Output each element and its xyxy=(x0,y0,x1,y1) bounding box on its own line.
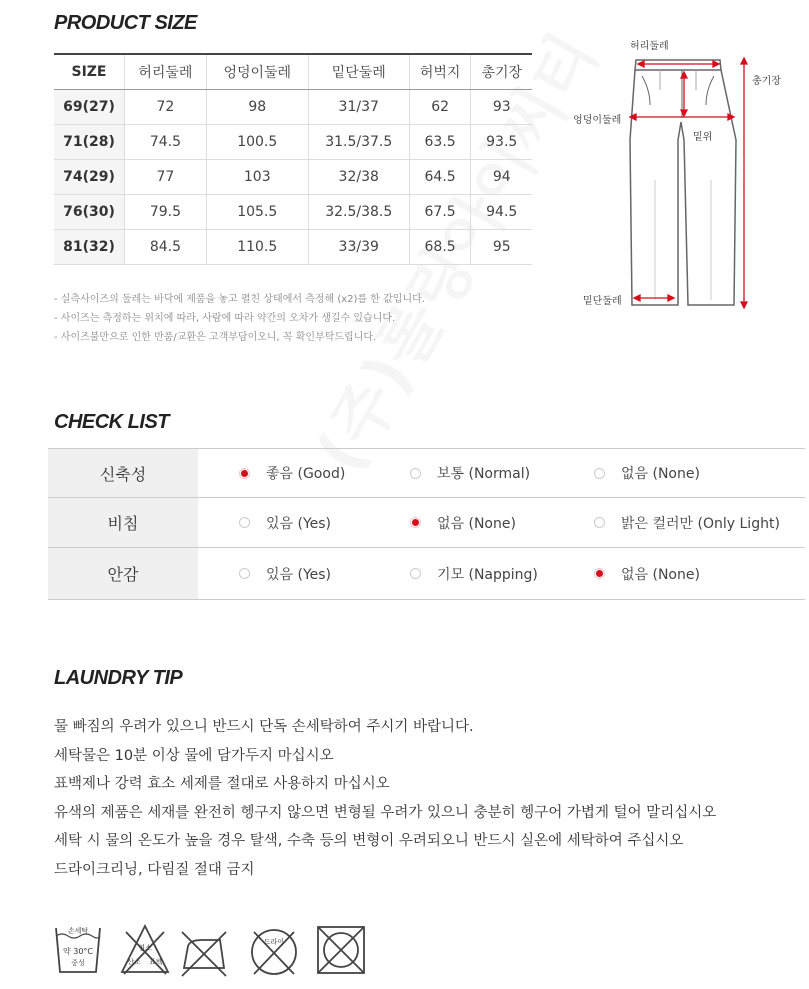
table-cell: 79.5 xyxy=(125,195,207,230)
size-cell: 74(29) xyxy=(54,160,125,195)
table-cell: 77 xyxy=(125,160,207,195)
option-stretch-good[interactable] xyxy=(239,449,345,497)
radio-icon[interactable] xyxy=(410,568,421,579)
bleach-label: 표백 xyxy=(149,958,163,966)
laundry-line: 세탁물은 10분 이상 물에 담가두지 마십시오 xyxy=(54,747,334,764)
table-row xyxy=(54,160,532,195)
table-cell: 94 xyxy=(471,160,532,195)
header-size: SIZE xyxy=(54,54,125,90)
header-waist: 허리둘레 xyxy=(125,54,207,90)
checklist-label: 신축성 xyxy=(48,449,198,497)
option-label: 기모 (Napping) xyxy=(437,566,538,583)
option-lining-napping[interactable] xyxy=(410,548,538,599)
table-cell: 98 xyxy=(206,90,308,125)
hand-wash-neutral: 중성 xyxy=(71,959,85,967)
check-list-title: CHECK LIST xyxy=(54,411,169,433)
no-tumble-dry-icon xyxy=(318,927,364,973)
option-label: 있음 (Yes) xyxy=(266,566,332,583)
check-list-table xyxy=(48,448,805,600)
laundry-tip-title: LAUNDRY TIP xyxy=(54,667,183,689)
table-cell: 64.5 xyxy=(409,160,471,195)
table-cell: 84.5 xyxy=(125,230,207,265)
hip-label: 엉덩이둘레 xyxy=(573,115,622,126)
bleach-chlorine: 염소 xyxy=(138,944,152,952)
table-cell: 31/37 xyxy=(308,90,409,125)
checklist-label: 비침 xyxy=(48,498,198,547)
radio-selected-icon[interactable] xyxy=(410,517,421,528)
option-see-through-yes[interactable] xyxy=(239,498,331,547)
size-note: - 사이즈불만으로 인한 반품/교환은 고객부담이오니, 꼭 확인부탁드립니다. xyxy=(54,332,377,343)
laundry-line: 유색의 제품은 세재를 완전히 헹구지 않으면 변형될 우려가 있으니 충분히 헹구어 가볍게 털어 말리십시오 xyxy=(54,804,717,821)
size-table-header-row xyxy=(54,54,532,90)
option-label: 좋음 (Good) xyxy=(266,466,346,482)
table-cell: 94.5 xyxy=(471,195,532,230)
bleach-oxygen: 산소 xyxy=(127,958,141,966)
table-cell: 93.5 xyxy=(471,125,532,160)
radio-icon[interactable] xyxy=(594,468,605,479)
header-hem: 밑단둘레 xyxy=(308,54,409,90)
radio-icon[interactable] xyxy=(239,517,250,528)
table-cell: 103 xyxy=(206,160,308,195)
no-iron-icon xyxy=(182,932,226,976)
option-label: 보통 (Normal) xyxy=(437,466,531,482)
table-cell: 74.5 xyxy=(125,125,207,160)
header-thigh: 허벅지 xyxy=(409,54,471,90)
option-label: 있음 (Yes) xyxy=(266,515,332,532)
dry-clean-text: 드라이 xyxy=(263,938,285,946)
table-cell: 68.5 xyxy=(409,230,471,265)
laundry-tips xyxy=(54,713,716,884)
table-cell: 31.5/37.5 xyxy=(308,125,409,160)
size-table xyxy=(54,53,532,265)
pants-outline xyxy=(630,60,736,305)
size-notes xyxy=(54,290,425,347)
table-cell: 62 xyxy=(409,90,471,125)
radio-selected-icon[interactable] xyxy=(594,568,605,579)
laundry-line: 물 빠짐의 우려가 있으니 반드시 단독 손세탁하여 주시기 바랍니다. xyxy=(54,719,474,735)
hem-label: 밑단둘레 xyxy=(583,296,622,307)
table-cell: 72 xyxy=(125,90,207,125)
table-cell: 32.5/38.5 xyxy=(308,195,409,230)
rise-label: 밑위 xyxy=(693,132,713,143)
option-see-through-light[interactable] xyxy=(594,498,780,547)
size-cell: 81(32) xyxy=(54,230,125,265)
measure-lines xyxy=(630,58,747,308)
table-cell: 63.5 xyxy=(409,125,471,160)
radio-icon[interactable] xyxy=(410,468,421,479)
checklist-row-see-through xyxy=(48,498,805,548)
radio-icon[interactable] xyxy=(239,568,250,579)
size-note: - 사이즈는 측정하는 위치에 따라, 사람에 따라 약간의 오차가 생길수 있습니다. xyxy=(54,313,396,324)
option-label: 없음 (None) xyxy=(437,515,516,532)
table-row xyxy=(54,230,532,265)
checklist-row-lining xyxy=(48,548,805,600)
header-length: 총기장 xyxy=(471,54,532,90)
care-icons xyxy=(54,922,374,980)
table-cell: 33/39 xyxy=(308,230,409,265)
table-cell: 67.5 xyxy=(409,195,471,230)
table-row xyxy=(54,90,532,125)
waist-label: 허리둘레 xyxy=(630,41,669,52)
table-cell: 105.5 xyxy=(206,195,308,230)
size-cell: 71(28) xyxy=(54,125,125,160)
checklist-row-stretch xyxy=(48,449,805,498)
checklist-label: 안감 xyxy=(48,548,198,599)
size-note: - 실측사이즈의 둘레는 바닥에 제품을 놓고 펼친 상태에서 측정해 (x2)를 한 값입니다. xyxy=(54,294,425,305)
radio-selected-icon[interactable] xyxy=(239,468,250,479)
size-cell: 69(27) xyxy=(54,90,125,125)
option-stretch-normal[interactable] xyxy=(410,449,530,497)
hand-wash-text: 손세탁 xyxy=(67,927,89,935)
option-label: 밝은 컬러만 (Only Light) xyxy=(621,515,780,532)
table-cell: 100.5 xyxy=(206,125,308,160)
table-cell: 93 xyxy=(471,90,532,125)
option-label: 없음 (None) xyxy=(621,566,700,583)
radio-icon[interactable] xyxy=(594,517,605,528)
table-row xyxy=(54,195,532,230)
laundry-line: 표백제나 강력 효소 세제를 절대로 사용하지 마십시오 xyxy=(54,776,390,792)
header-hip: 엉덩이둘레 xyxy=(206,54,308,90)
size-cell: 76(30) xyxy=(54,195,125,230)
option-label: 없음 (None) xyxy=(621,466,700,482)
option-see-through-none[interactable] xyxy=(410,498,516,547)
length-label: 총기장 xyxy=(752,76,781,87)
product-size-title: PRODUCT SIZE xyxy=(54,12,197,34)
option-lining-none[interactable] xyxy=(594,548,700,599)
laundry-line: 세탁 시 물의 온도가 높을 경우 탈색, 수축 등의 변형이 우려되오니 반드시 실온에 세탁하여 주십시오 xyxy=(54,833,684,849)
table-cell: 95 xyxy=(471,230,532,265)
table-cell: 32/38 xyxy=(308,160,409,195)
table-cell: 110.5 xyxy=(206,230,308,265)
option-stretch-none[interactable] xyxy=(594,449,700,497)
table-row xyxy=(54,125,532,160)
option-lining-yes[interactable] xyxy=(239,548,331,599)
laundry-line: 드라이크리닝, 다림질 절대 금지 xyxy=(54,861,255,878)
no-dry-clean-icon xyxy=(252,930,296,974)
hand-wash-temp: 약 30°C xyxy=(62,947,94,956)
